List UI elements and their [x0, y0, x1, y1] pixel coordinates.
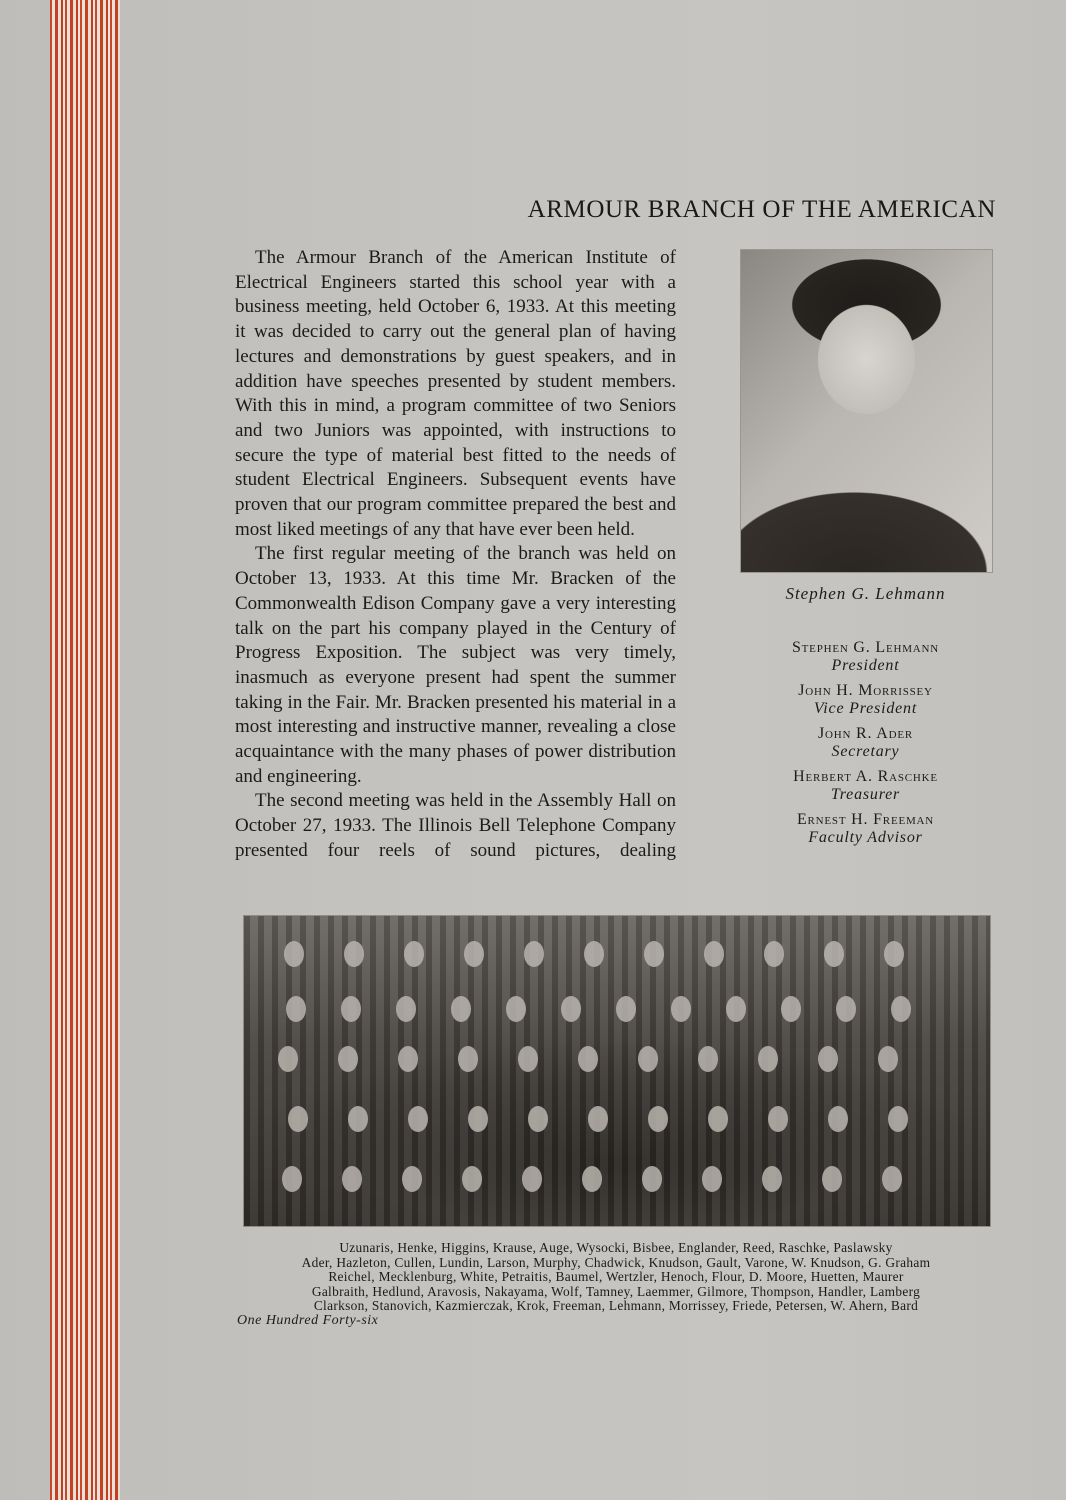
- group-photo-faces: [244, 916, 990, 1226]
- page-number: One Hundred Forty-six: [237, 1313, 379, 1328]
- portrait-caption: Stephen G. Lehmann: [785, 584, 946, 603]
- group-member-face: [671, 996, 691, 1022]
- group-member-face: [822, 1166, 842, 1192]
- group-member-face: [758, 1046, 778, 1072]
- group-member-face: [616, 996, 636, 1022]
- group-member-face: [404, 941, 424, 967]
- group-member-face: [644, 941, 664, 967]
- group-member-face: [584, 941, 604, 967]
- officer-role: Secretary: [831, 743, 900, 760]
- group-member-face: [284, 941, 304, 967]
- officer-name: John R. Ader: [817, 725, 913, 742]
- group-member-face: [888, 1106, 908, 1132]
- group-member-face: [344, 941, 364, 967]
- group-member-face: [278, 1046, 298, 1072]
- group-member-face: [704, 941, 724, 967]
- group-member-face: [338, 1046, 358, 1072]
- article-paragraph: The Armour Branch of the American Institute of Electrical Engineers started this school year with a business meeting, held October 6, 1933. At this meeting it was decided to carry out the general plan of having lectures and demonstrations by guest speakers, and in addition have speeches presented by student members. With this in mind, a program committee of two Seniors and two Juniors was appointed, with instructions to secure the type of material best fitted to the needs of student Electrical Engineers. Subsequent events have proven that our program committee prepared the best and most liked meetings of any that have ever been held.: [235, 247, 676, 540]
- group-member-face: [764, 941, 784, 967]
- caption-row: Clarkson, Stanovich, Kazmierczak, Krok, Freeman, Lehmann, Morrissey, Friede, Petersen, W. Ahern, Bard: [313, 1298, 919, 1314]
- group-member-face: [588, 1106, 608, 1132]
- group-member-face: [408, 1106, 428, 1132]
- officer-entry: [740, 724, 991, 761]
- officer-name: John H. Morrissey: [798, 682, 933, 699]
- group-member-face: [726, 996, 746, 1022]
- officer-name: Ernest H. Freeman: [796, 811, 935, 828]
- group-member-face: [468, 1106, 488, 1132]
- officer-name: Stephen G. Lehmann: [791, 639, 940, 656]
- officer-entry: [740, 810, 991, 847]
- caption-row: Ader, Hazleton, Cullen, Lundin, Larson, Murphy, Chadwick, Knudson, Gault, Varone, W. Knudson, G. Graham: [301, 1254, 931, 1270]
- group-member-face: [464, 941, 484, 967]
- decorative-stripe-border: [50, 0, 120, 1500]
- article-paragraph: The first regular meeting of the branch was held on October 13, 1933. At this time Mr. Bracken of the Commonwealth Edison Company gave a very interesting talk on the part his company played in the Century of Progress Exposition. The subject was very timely, inasmuch as everyone present had spent the summer taking in the Fair. Mr. Bracken presented his material in a most interesting and instructive manner, revealing a close acquaintance with the many phases of power distribution and engineering.: [235, 543, 676, 787]
- caption-row: Reichel, Mecklenburg, White, Petraitis, Baumel, Wertzler, Henoch, Flour, D. Moore, Huetten, Maurer: [328, 1269, 904, 1285]
- group-member-face: [818, 1046, 838, 1072]
- group-member-face: [518, 1046, 538, 1072]
- group-member-face: [578, 1046, 598, 1072]
- group-member-face: [506, 996, 526, 1022]
- group-member-face: [642, 1166, 662, 1192]
- officer-entry: [740, 767, 991, 804]
- group-member-face: [396, 996, 416, 1022]
- group-member-face: [561, 996, 581, 1022]
- group-member-face: [702, 1166, 722, 1192]
- portrait-photo: [740, 249, 993, 573]
- group-member-face: [891, 996, 911, 1022]
- group-member-face: [402, 1166, 422, 1192]
- group-member-face: [282, 1166, 302, 1192]
- group-member-face: [451, 996, 471, 1022]
- group-member-face: [342, 1166, 362, 1192]
- group-member-face: [698, 1046, 718, 1072]
- caption-row: Galbraith, Hedlund, Aravosis, Nakayama, Wolf, Tamney, Laemmer, Gilmore, Thompson, Handler, Lamberg: [311, 1283, 921, 1299]
- group-member-face: [768, 1106, 788, 1132]
- group-member-face: [582, 1166, 602, 1192]
- article-body: [235, 246, 676, 864]
- group-member-face: [288, 1106, 308, 1132]
- officer-role: Faculty Advisor: [808, 829, 923, 846]
- group-member-face: [286, 996, 306, 1022]
- page-heading: ARMOUR BRANCH OF THE AMERICAN: [527, 196, 996, 223]
- group-member-face: [884, 941, 904, 967]
- group-member-face: [458, 1046, 478, 1072]
- group-member-face: [878, 1046, 898, 1072]
- officer-entry: [740, 681, 991, 718]
- officer-role: Vice President: [813, 700, 918, 717]
- officer-name: Herbert A. Raschke: [793, 768, 938, 785]
- group-member-face: [398, 1046, 418, 1072]
- group-photo-caption: [243, 1241, 989, 1314]
- officers-list: [740, 638, 991, 853]
- group-member-face: [836, 996, 856, 1022]
- group-member-face: [638, 1046, 658, 1072]
- officer-role: Treasurer: [830, 786, 901, 803]
- group-member-face: [348, 1106, 368, 1132]
- group-member-face: [528, 1106, 548, 1132]
- group-member-face: [708, 1106, 728, 1132]
- group-member-face: [462, 1166, 482, 1192]
- group-member-face: [762, 1166, 782, 1192]
- group-member-face: [828, 1106, 848, 1132]
- group-member-face: [341, 996, 361, 1022]
- officer-role: President: [831, 657, 900, 674]
- group-member-face: [882, 1166, 902, 1192]
- group-member-face: [524, 941, 544, 967]
- group-member-face: [522, 1166, 542, 1192]
- group-photo: [243, 915, 991, 1227]
- group-member-face: [824, 941, 844, 967]
- caption-row: Uzunaris, Henke, Higgins, Krause, Auge, Wysocki, Bisbee, Englander, Reed, Raschke, Paslawsky: [339, 1240, 893, 1255]
- officer-entry: [740, 638, 991, 675]
- group-member-face: [781, 996, 801, 1022]
- group-member-face: [648, 1106, 668, 1132]
- article-paragraph: The second meeting was held in the Assembly Hall on October 27, 1933. The Illinois Bell Telephone Company presented four reels of sound pictures, dealing: [235, 790, 676, 861]
